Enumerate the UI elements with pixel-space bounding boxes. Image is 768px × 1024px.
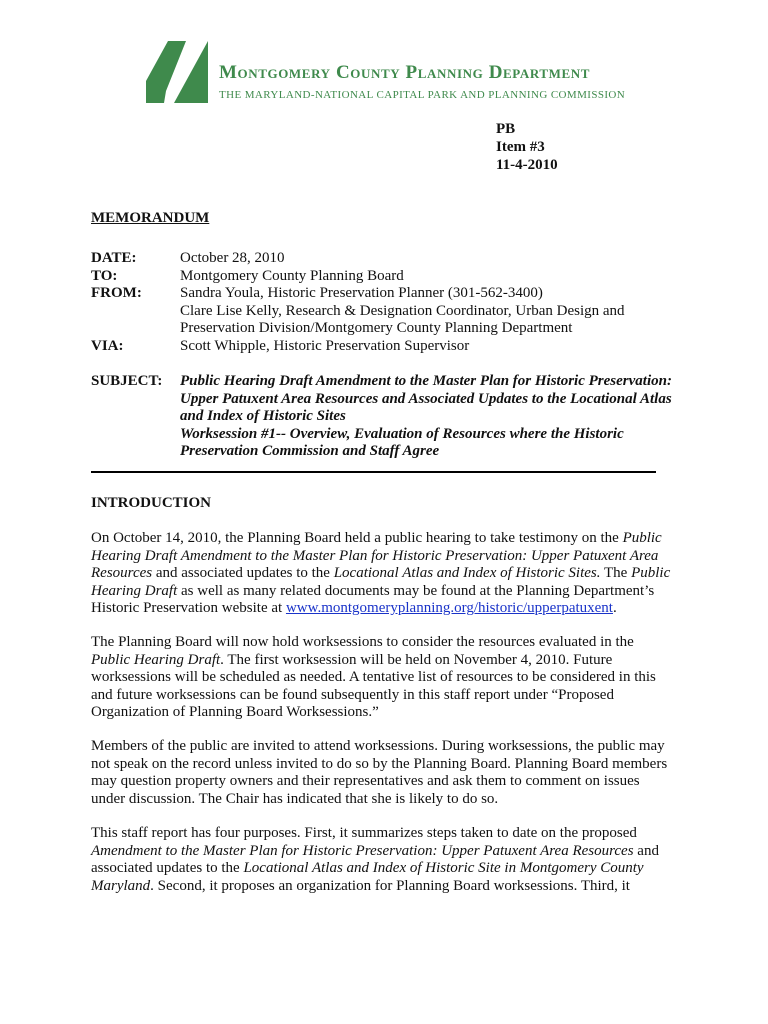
p4-text: associated updates to the [91, 860, 244, 877]
p1-text: The [600, 565, 632, 582]
item-number: Item #3 [496, 139, 545, 155]
p1-title-italic: Hearing Draft [91, 582, 178, 599]
p2-line: Organization of Planning Board Worksessions.” [91, 704, 379, 721]
intro-paragraph-2 [91, 634, 681, 722]
intro-paragraph-3 [91, 738, 681, 808]
agenda-item-block [496, 120, 558, 174]
p2-title-italic: Public Hearing Draft [91, 651, 221, 668]
p2-text: . The first worksession will be held on November 4, 2010. Future [220, 651, 613, 668]
p1-title-italic: Hearing Draft Amendment to the Master Plan for Historic Preservation: Upper Patuxent Area [91, 547, 659, 564]
p4-text: . Second, it proposes an organization for Planning Board worksessions. Third, it [150, 877, 630, 894]
p1-text: . [612, 600, 617, 617]
from-value-line3: Preservation Division/Montgomery County Planning Department [180, 320, 573, 336]
introduction-heading: INTRODUCTION [91, 495, 212, 511]
p1-title-italic: Public [631, 565, 671, 582]
planning-department-logo-icon [146, 41, 208, 103]
from-value-line2: Clare Lise Kelly, Research & Designation Coordinator, Urban Design and [180, 302, 625, 319]
p4-line: This staff report has four purposes. First, it summarizes steps taken to date on the proposed [91, 825, 637, 841]
upper-patuxent-website-link[interactable]: www.montgomeryplanning.org/historic/upperpatuxent [285, 600, 613, 617]
subject-line5: Preservation Commission and Staff Agree [180, 443, 440, 459]
p2-line: The Planning Board will now hold worksessions to consider the resources evaluated in the [91, 634, 634, 650]
p3-line: may question property owners and their representatives and ask them to comment on issues [91, 773, 640, 790]
memo-title: MEMORANDUM [91, 210, 210, 226]
p3-line: Members of the public are invited to attend worksessions. During worksessions, the public may [91, 738, 665, 754]
p1-text: On October 14, 2010, the Planning Board held a public hearing to take testimony on the [91, 530, 623, 546]
item-date: 11-4-2010 [496, 157, 558, 173]
date-label: DATE: [91, 250, 137, 266]
p2-line: and future worksessions can be found subsequently in this staff report under “Proposed [91, 686, 614, 703]
from-value-line1: Sandra Youla, Historic Preservation Planner (301-562-3400) [180, 285, 543, 301]
subject-line3: and Index of Historic Sites [180, 408, 346, 424]
p1-title-italic: Resources [91, 565, 153, 582]
via-label: VIA: [91, 338, 124, 354]
subject-line1: Public Hearing Draft Amendment to the Master Plan for Historic Preservation: [180, 373, 672, 389]
organization-name: Montgomery County Planning Department [219, 62, 591, 83]
p1-text: as well as many related documents may be found at the Planning Department’s [177, 582, 655, 599]
to-label: TO: [91, 268, 118, 284]
p1-text: Historic Preservation website at [91, 600, 286, 617]
p4-text: and [633, 842, 659, 859]
p1-atlas-italic: Locational Atlas and Index of Historic Sites. [333, 565, 601, 582]
p1-title-italic: Public [622, 530, 662, 546]
from-label: FROM: [91, 285, 142, 301]
p4-atlas-italic: Maryland [91, 877, 151, 894]
p2-line: worksessions will be scheduled as needed. A tentative list of resources to be considered in this [91, 669, 656, 686]
p4-title-italic: Amendment to the Master Plan for Historic Preservation: Upper Patuxent Area Resources [91, 842, 634, 859]
p1-text: and associated updates to the [152, 565, 334, 582]
subject-label: SUBJECT: [91, 373, 163, 389]
header-divider [91, 471, 656, 473]
intro-paragraph-1 [91, 530, 681, 618]
organization-subtitle: THE MARYLAND-NATIONAL CAPITAL PARK AND PLANNING COMMISSION [219, 89, 626, 101]
p3-line: under discussion. The Chair has indicated that she is likely to do so. [91, 790, 499, 807]
p4-atlas-italic: Locational Atlas and Index of Historic Site in Montgomery County [243, 860, 644, 877]
item-board: PB [496, 121, 516, 137]
via-value: Scott Whipple, Historic Preservation Supervisor [180, 338, 470, 354]
subject-line4: Worksession #1-- Overview, Evaluation of Resources where the Historic [180, 425, 624, 442]
intro-paragraph-4 [91, 825, 681, 895]
date-value: October 28, 2010 [180, 250, 285, 266]
subject-line2: Upper Patuxent Area Resources and Associated Updates to the Locational Atlas [180, 390, 672, 407]
to-value: Montgomery County Planning Board [180, 268, 404, 284]
p3-line: not speak on the record unless invited to do so by the Planning Board. Planning Board members [91, 755, 668, 772]
